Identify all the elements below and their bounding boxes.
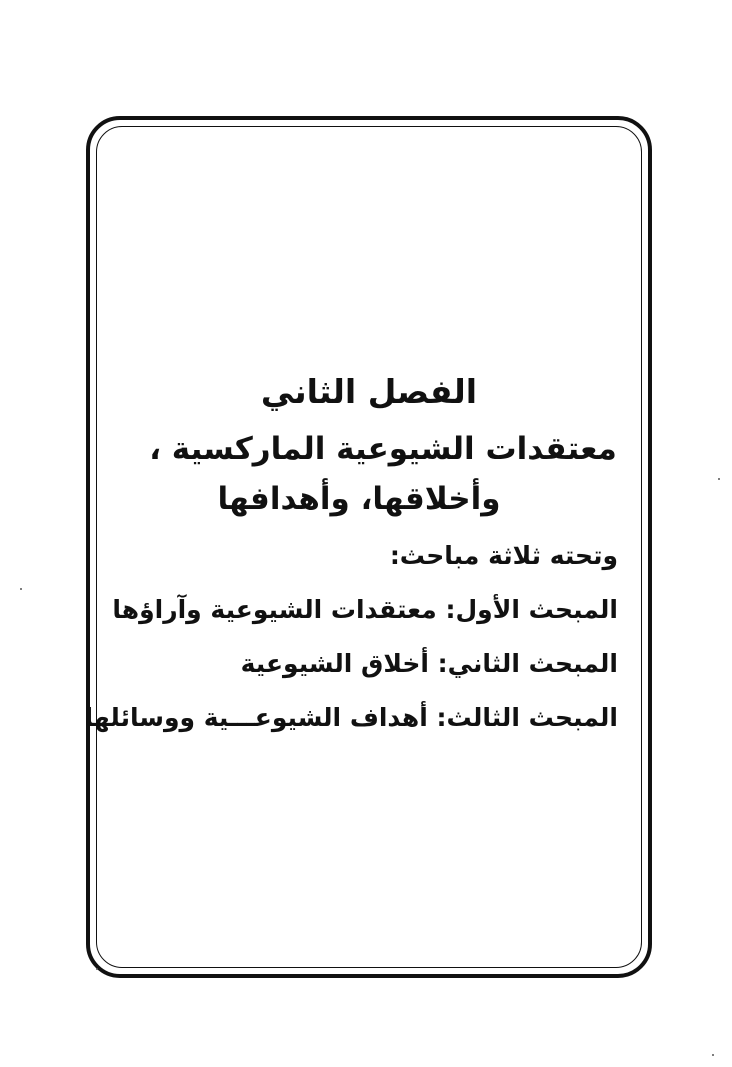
- chapter-subtitle-line-1: معتقدات الشيوعية الماركسية ،: [149, 431, 617, 467]
- section-item-2: المبحث الثاني: أخلاق الشيوعية: [240, 649, 618, 678]
- scan-speck: [96, 968, 98, 970]
- sections-intro: وتحته ثلاثة مباحث:: [389, 541, 618, 570]
- scan-speck: [20, 588, 22, 590]
- section-item-1: المبحث الأول: معتقدات الشيوعية وآراؤها: [112, 595, 618, 624]
- chapter-title: الفصل الثاني: [260, 372, 478, 411]
- scan-speck: [718, 478, 720, 480]
- scan-speck: [712, 1054, 714, 1056]
- chapter-subtitle-line-2: وأخلاقها، وأهدافها: [217, 481, 501, 517]
- section-item-3: المبحث الثالث: أهداف الشيوعـــية ووسائلها: [84, 703, 618, 732]
